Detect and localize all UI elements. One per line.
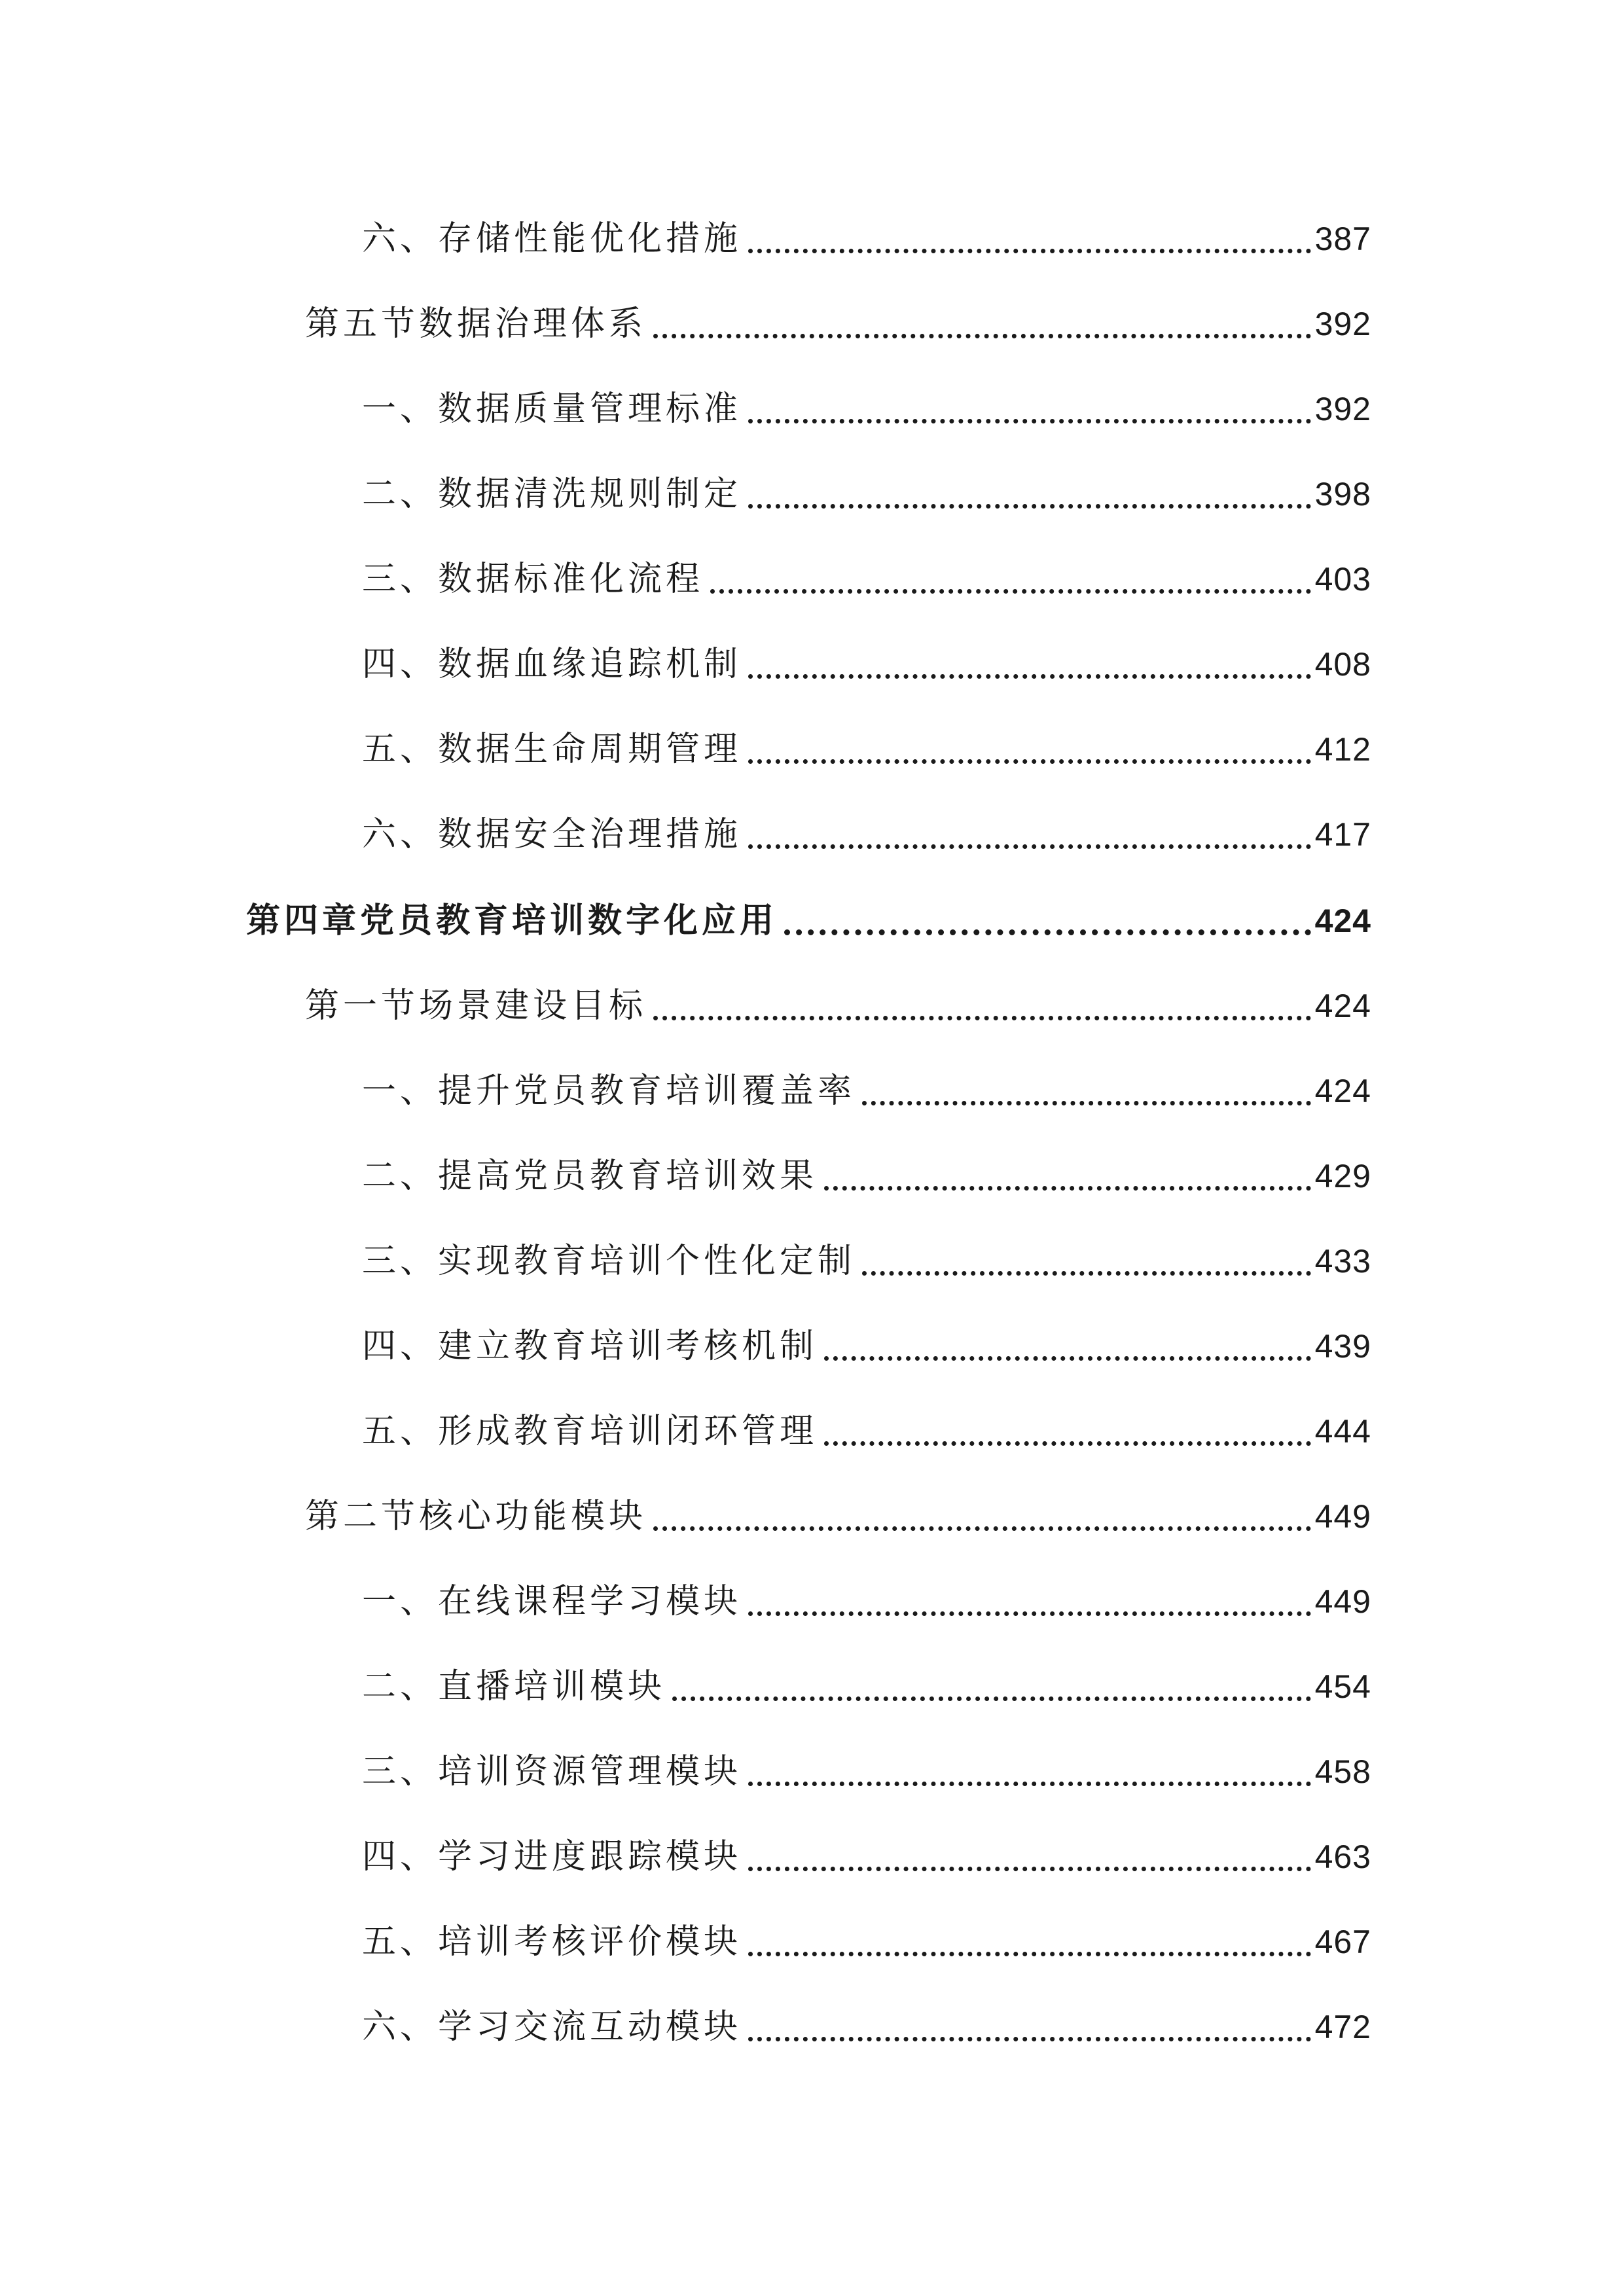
toc-entry-title: 第五节数据治理体系 <box>305 304 647 344</box>
toc-entry-page: 433 <box>1314 1243 1371 1280</box>
toc-entry-title: 第一节场景建设目标 <box>305 986 647 1026</box>
toc-entry[interactable] <box>305 298 1371 350</box>
toc-dot-leader <box>710 589 1311 594</box>
toc-entry[interactable] <box>362 468 1371 520</box>
toc-dot-leader <box>748 759 1311 764</box>
toc-entry[interactable] <box>362 1660 1371 1713</box>
toc-entry[interactable] <box>362 1320 1371 1372</box>
toc-entry-title: 三、实现教育培训个性化定制 <box>362 1242 856 1281</box>
toc-entry[interactable] <box>362 1575 1371 1628</box>
toc-entry[interactable] <box>362 638 1371 691</box>
toc-entry-page: 392 <box>1314 306 1371 342</box>
toc-entry[interactable] <box>362 1235 1371 1287</box>
toc-dot-leader <box>748 1782 1311 1786</box>
toc-dot-leader <box>653 1526 1311 1531</box>
toc-entry-page: 417 <box>1314 816 1371 853</box>
toc-dot-leader <box>862 1101 1311 1105</box>
toc-entry-page: 424 <box>1314 988 1371 1024</box>
toc-dot-leader <box>824 1186 1311 1191</box>
toc-dot-leader <box>824 1356 1311 1361</box>
toc-entry-page: 463 <box>1314 1839 1371 1875</box>
toc-entry-title: 五、数据生命周期管理 <box>362 730 742 769</box>
toc-entry-title: 第二节核心功能模块 <box>305 1497 647 1536</box>
toc-entry-page: 398 <box>1314 476 1371 512</box>
toc-entry[interactable] <box>362 1065 1371 1117</box>
toc-entry-title: 六、存储性能优化措施 <box>362 219 742 259</box>
toc-entry-page: 424 <box>1314 1073 1371 1109</box>
toc-entry[interactable] <box>362 383 1371 435</box>
toc-entry[interactable] <box>305 1490 1371 1543</box>
toc-entry[interactable] <box>305 980 1371 1032</box>
toc-entry-page: 449 <box>1314 1498 1371 1535</box>
toc-entry-page: 387 <box>1314 221 1371 257</box>
toc-entry[interactable] <box>362 553 1371 605</box>
toc-entry-page: 449 <box>1314 1583 1371 1620</box>
toc-entry[interactable] <box>362 808 1371 861</box>
toc-entry-page: 454 <box>1314 1668 1371 1705</box>
toc-entry[interactable] <box>362 723 1371 776</box>
toc-entry-title: 一、数据质量管理标准 <box>362 389 742 429</box>
toc-entry-page: 429 <box>1314 1158 1371 1194</box>
toc-dot-leader <box>748 249 1311 253</box>
toc-entry-title: 六、数据安全治理措施 <box>362 815 742 854</box>
toc-dot-leader <box>748 504 1311 509</box>
toc-entry-page: 412 <box>1314 731 1371 768</box>
toc-entry-page: 458 <box>1314 1753 1371 1790</box>
toc-entry[interactable] <box>362 1916 1371 1968</box>
toc-entry-title: 二、数据清洗规则制定 <box>362 475 742 514</box>
toc-dot-leader <box>653 334 1311 338</box>
toc-entry-title: 三、培训资源管理模块 <box>362 1752 742 1791</box>
toc-dot-leader <box>748 1611 1311 1616</box>
toc-entry[interactable] <box>362 2001 1371 2053</box>
toc-entry[interactable] <box>362 1405 1371 1458</box>
toc-entry-title: 四、学习进度跟踪模块 <box>362 1837 742 1876</box>
toc-dot-leader <box>653 1016 1311 1020</box>
toc-dot-leader <box>748 844 1311 849</box>
toc-entry-page: 472 <box>1314 2009 1371 2045</box>
toc-dot-leader <box>862 1271 1311 1276</box>
toc-entry-chapter[interactable] <box>246 895 1371 947</box>
toc-entry-page: 403 <box>1314 561 1371 598</box>
toc-dot-leader <box>672 1696 1311 1701</box>
toc-dot-leader <box>748 1952 1311 1956</box>
toc-entry-title: 一、在线课程学习模块 <box>362 1582 742 1621</box>
toc-entry-page: 408 <box>1314 646 1371 683</box>
toc-entry-title: 六、学习交流互动模块 <box>362 2007 742 2047</box>
toc-entry-page: 467 <box>1314 1924 1371 1960</box>
toc-dot-leader <box>748 419 1311 423</box>
toc-dot-leader <box>824 1441 1311 1446</box>
toc-entry-title: 四、数据血缘追踪机制 <box>362 645 742 684</box>
toc-entry[interactable] <box>362 1150 1371 1202</box>
toc-dot-leader <box>784 929 1311 935</box>
toc-entry-page: 444 <box>1314 1413 1371 1450</box>
toc-entry-title: 二、直播培训模块 <box>362 1667 666 1706</box>
toc-entry-title: 第四章党员教育培训数字化应用 <box>246 901 778 941</box>
toc-entry-title: 五、形成教育培训闭环管理 <box>362 1412 818 1451</box>
toc-entry-page: 424 <box>1314 903 1371 939</box>
toc-entry-title: 四、建立教育培训考核机制 <box>362 1327 818 1366</box>
toc-entry[interactable] <box>362 1831 1371 1883</box>
toc-entry-title: 五、培训考核评价模块 <box>362 1922 742 1962</box>
toc-entry-title: 一、提升党员教育培训覆盖率 <box>362 1071 856 1111</box>
toc-entry[interactable] <box>362 213 1371 265</box>
toc-dot-leader <box>748 674 1311 679</box>
toc-entry-title: 二、提高党员教育培训效果 <box>362 1157 818 1196</box>
toc-entry-title: 三、数据标准化流程 <box>362 560 704 599</box>
toc-dot-leader <box>748 1867 1311 1871</box>
toc-entry[interactable] <box>362 1746 1371 1798</box>
toc-entry-page: 439 <box>1314 1328 1371 1365</box>
toc-entry-page: 392 <box>1314 391 1371 427</box>
toc-dot-leader <box>748 2037 1311 2041</box>
